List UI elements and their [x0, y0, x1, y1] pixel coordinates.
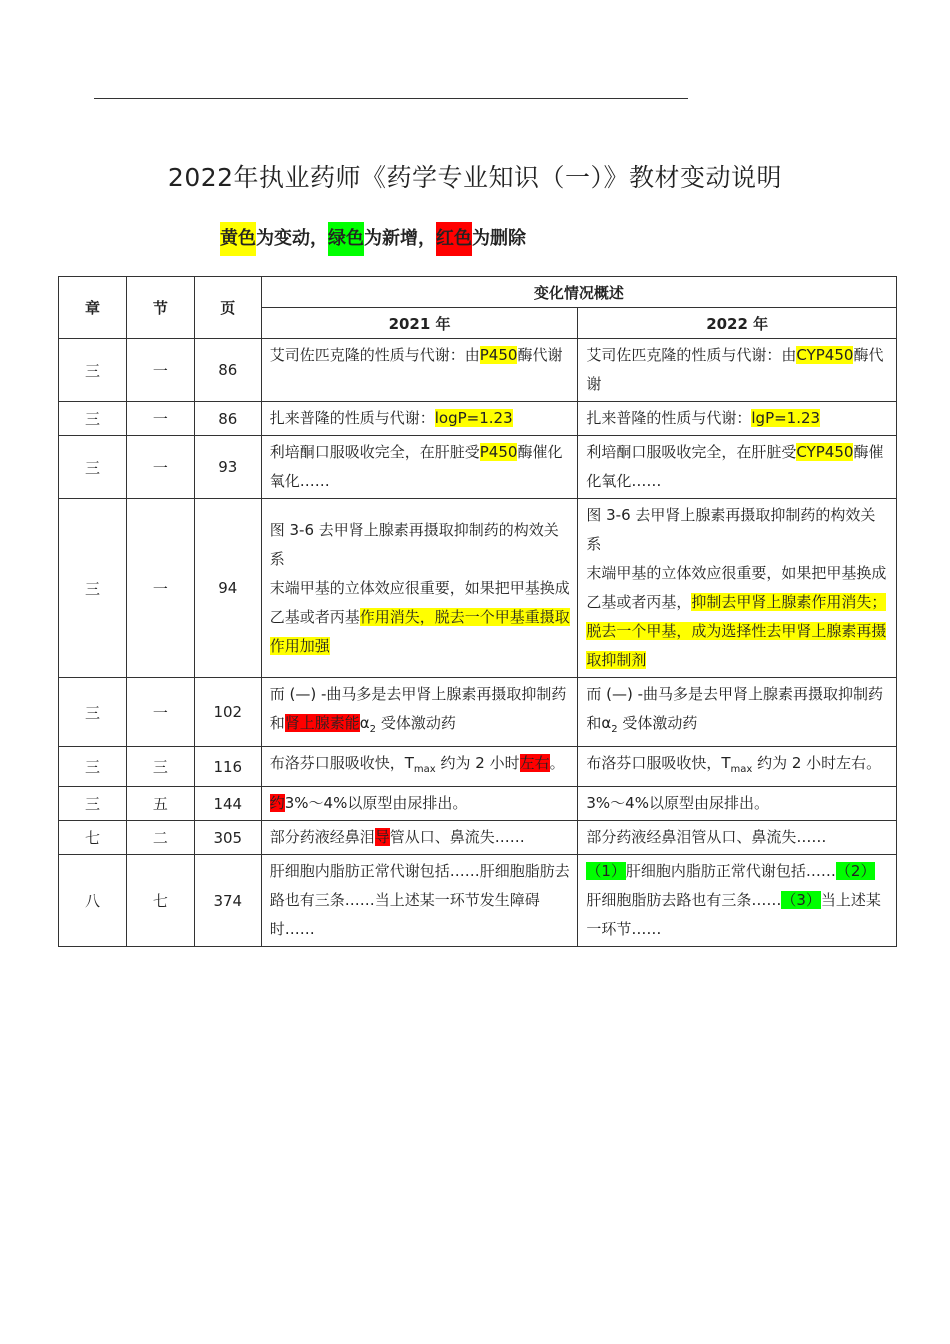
cell-2021 — [261, 678, 578, 747]
table-row — [59, 402, 897, 436]
text: 3%～4%以原型由尿排出。 — [284, 794, 468, 812]
cell-page: 86 — [194, 339, 261, 402]
table-row — [59, 436, 897, 499]
legend-red-word: 红色 — [436, 222, 472, 256]
text: 。 — [549, 754, 565, 772]
cell-2021 — [261, 855, 578, 947]
text: 当上述某一环节…… — [586, 891, 881, 938]
text: α — [359, 714, 370, 732]
table-row — [59, 747, 897, 787]
cell-chapter: 三 — [59, 678, 127, 747]
text: 肝细胞脂肪去路也有三条…… — [586, 891, 782, 909]
table-row — [59, 787, 897, 821]
cell-page: 305 — [194, 821, 261, 855]
cell-2022 — [578, 787, 897, 821]
text: 利培酮口服吸收完全，在肝脏受 — [586, 443, 797, 461]
text: 酶代谢 — [517, 346, 563, 364]
cell-page: 94 — [194, 499, 261, 678]
cell-2022 — [578, 402, 897, 436]
legend-yellow-text: 为变动， — [256, 228, 328, 249]
cell-section: 二 — [126, 821, 194, 855]
table-row — [59, 855, 897, 947]
color-legend — [220, 222, 526, 256]
text: 酶代谢 — [586, 346, 884, 393]
cell-2022 — [578, 339, 897, 402]
cell-2021 — [261, 436, 578, 499]
legend-green-word: 绿色 — [328, 222, 364, 256]
cell-section: 七 — [126, 855, 194, 947]
cell-page: 93 — [194, 436, 261, 499]
cell-section: 五 — [126, 787, 194, 821]
cell-section: 一 — [126, 678, 194, 747]
cell-chapter: 三 — [59, 747, 127, 787]
cell-chapter: 三 — [59, 339, 127, 402]
text: 约为 2 小时左右。 — [752, 754, 882, 772]
header-page: 页 — [194, 277, 261, 339]
header-section: 节 — [126, 277, 194, 339]
text: 末端甲基的立体效应很重要，如果把甲基换成乙基或者丙基 — [269, 578, 570, 626]
legend-red-text: 为删除 — [472, 228, 526, 249]
cell-2022 — [578, 499, 897, 678]
cell-page: 144 — [194, 787, 261, 821]
cell-page: 86 — [194, 402, 261, 436]
text: 部分药液经鼻泪 — [269, 828, 375, 846]
text: α — [601, 714, 612, 732]
cell-2022 — [578, 436, 897, 499]
cell-2022 — [578, 678, 897, 747]
cell-section: 三 — [126, 747, 194, 787]
header-2021: 2021 年 — [261, 308, 578, 339]
text: 酶催化氧化…… — [586, 443, 884, 490]
figure-caption: 图 3-6 去甲肾上腺素再摄取抑制药的构效关系 — [269, 520, 559, 568]
cell-page: 102 — [194, 678, 261, 747]
cell-2021 — [261, 821, 578, 855]
changed-text: 抑制去甲肾上腺素作用消失；脱去一个甲基，成为选择性去甲肾上腺素再摄取抑制剂 — [586, 593, 887, 669]
text: 肝细胞内脂肪正常代谢包括…… — [625, 862, 836, 880]
text: 肝细胞内脂肪正常代谢包括……肝细胞脂肪去路也有三条……当上述某一环节发生障碍时…… — [269, 862, 570, 938]
text: 末端甲基的立体效应很重要，如果把甲基换成乙基或者丙基， — [586, 564, 887, 611]
text: 布洛芬口服吸收快，T — [586, 754, 731, 772]
header-chapter: 章 — [59, 277, 127, 339]
cell-2022 — [578, 821, 897, 855]
cell-2021 — [261, 339, 578, 402]
table-row — [59, 499, 897, 678]
changes-table — [58, 276, 897, 947]
text: 约为 2 小时 — [435, 754, 520, 772]
changed-text: 作用消失，脱去一个甲基重摄取作用加强 — [269, 607, 570, 655]
table-row — [59, 821, 897, 855]
text: 扎来普隆的性质与代谢： — [586, 409, 752, 427]
subscript: 2 — [611, 724, 618, 735]
cell-page: 116 — [194, 747, 261, 787]
changed-text: P450 — [479, 346, 518, 364]
cell-section: 一 — [126, 499, 194, 678]
header-summary: 变化情况概述 — [261, 277, 896, 308]
added-text: （1） — [586, 862, 626, 880]
text: 扎来普隆的性质与代谢： — [269, 409, 435, 427]
figure-caption: 图 3-6 去甲肾上腺素再摄取抑制药的构效关系 — [586, 506, 876, 553]
cell-chapter: 七 — [59, 821, 127, 855]
deleted-text: 导 — [374, 828, 390, 846]
subscript: max — [730, 764, 753, 775]
deleted-text: 约 — [269, 794, 285, 812]
subscript: 2 — [369, 724, 377, 735]
added-text: （3） — [781, 891, 821, 909]
legend-yellow-word: 黄色 — [220, 222, 256, 256]
cell-chapter: 三 — [59, 787, 127, 821]
header-rule — [94, 98, 688, 99]
changed-text: P450 — [479, 443, 518, 461]
changed-text: logP=1.23 — [434, 409, 513, 427]
changed-text: CYP450 — [796, 346, 854, 364]
text: 而 (—) -曲马多是去甲肾上腺素再摄取抑制药和 — [269, 685, 567, 732]
cell-2021 — [261, 499, 578, 678]
cell-2022 — [578, 855, 897, 947]
cell-chapter: 三 — [59, 402, 127, 436]
cell-chapter: 三 — [59, 499, 127, 678]
cell-section: 一 — [126, 339, 194, 402]
cell-2021 — [261, 747, 578, 787]
changed-text: CYP450 — [796, 443, 854, 461]
cell-chapter: 八 — [59, 855, 127, 947]
table-row — [59, 339, 897, 402]
page-title: 2022年执业药师《药学专业知识（一）》教材变动说明 — [167, 163, 783, 192]
cell-page: 374 — [194, 855, 261, 947]
text: 艾司佐匹克隆的性质与代谢：由 — [269, 346, 480, 364]
text: 管从口、鼻流失…… — [389, 828, 525, 846]
cell-section: 一 — [126, 436, 194, 499]
changed-text: lgP=1.23 — [751, 409, 821, 427]
text: 受体激动药 — [376, 714, 456, 732]
text: 利培酮口服吸收完全，在肝脏受 — [269, 443, 480, 461]
text: 3%～4%以原型由尿排出。 — [586, 794, 769, 812]
text: 部分药液经鼻泪管从口、鼻流失…… — [586, 828, 827, 846]
deleted-text: 肾上腺素能 — [284, 714, 360, 732]
cell-section: 一 — [126, 402, 194, 436]
cell-2021 — [261, 402, 578, 436]
cell-chapter: 三 — [59, 436, 127, 499]
text: 艾司佐匹克隆的性质与代谢：由 — [586, 346, 797, 364]
cell-2021 — [261, 787, 578, 821]
cell-2022 — [578, 747, 897, 787]
legend-green-text: 为新增， — [364, 228, 436, 249]
deleted-text: 左右 — [519, 754, 550, 772]
text: 受体激动药 — [617, 714, 698, 732]
header-row — [59, 277, 897, 308]
text: 酶催化氧化…… — [269, 443, 563, 490]
header-2022: 2022 年 — [578, 308, 897, 339]
added-text: （2） — [835, 862, 876, 880]
text: 布洛芬口服吸收快，T — [269, 754, 414, 772]
subscript: max — [413, 764, 436, 775]
table-row — [59, 678, 897, 747]
text: 而 (—) -曲马多是去甲肾上腺素再摄取抑制药和 — [586, 685, 884, 732]
